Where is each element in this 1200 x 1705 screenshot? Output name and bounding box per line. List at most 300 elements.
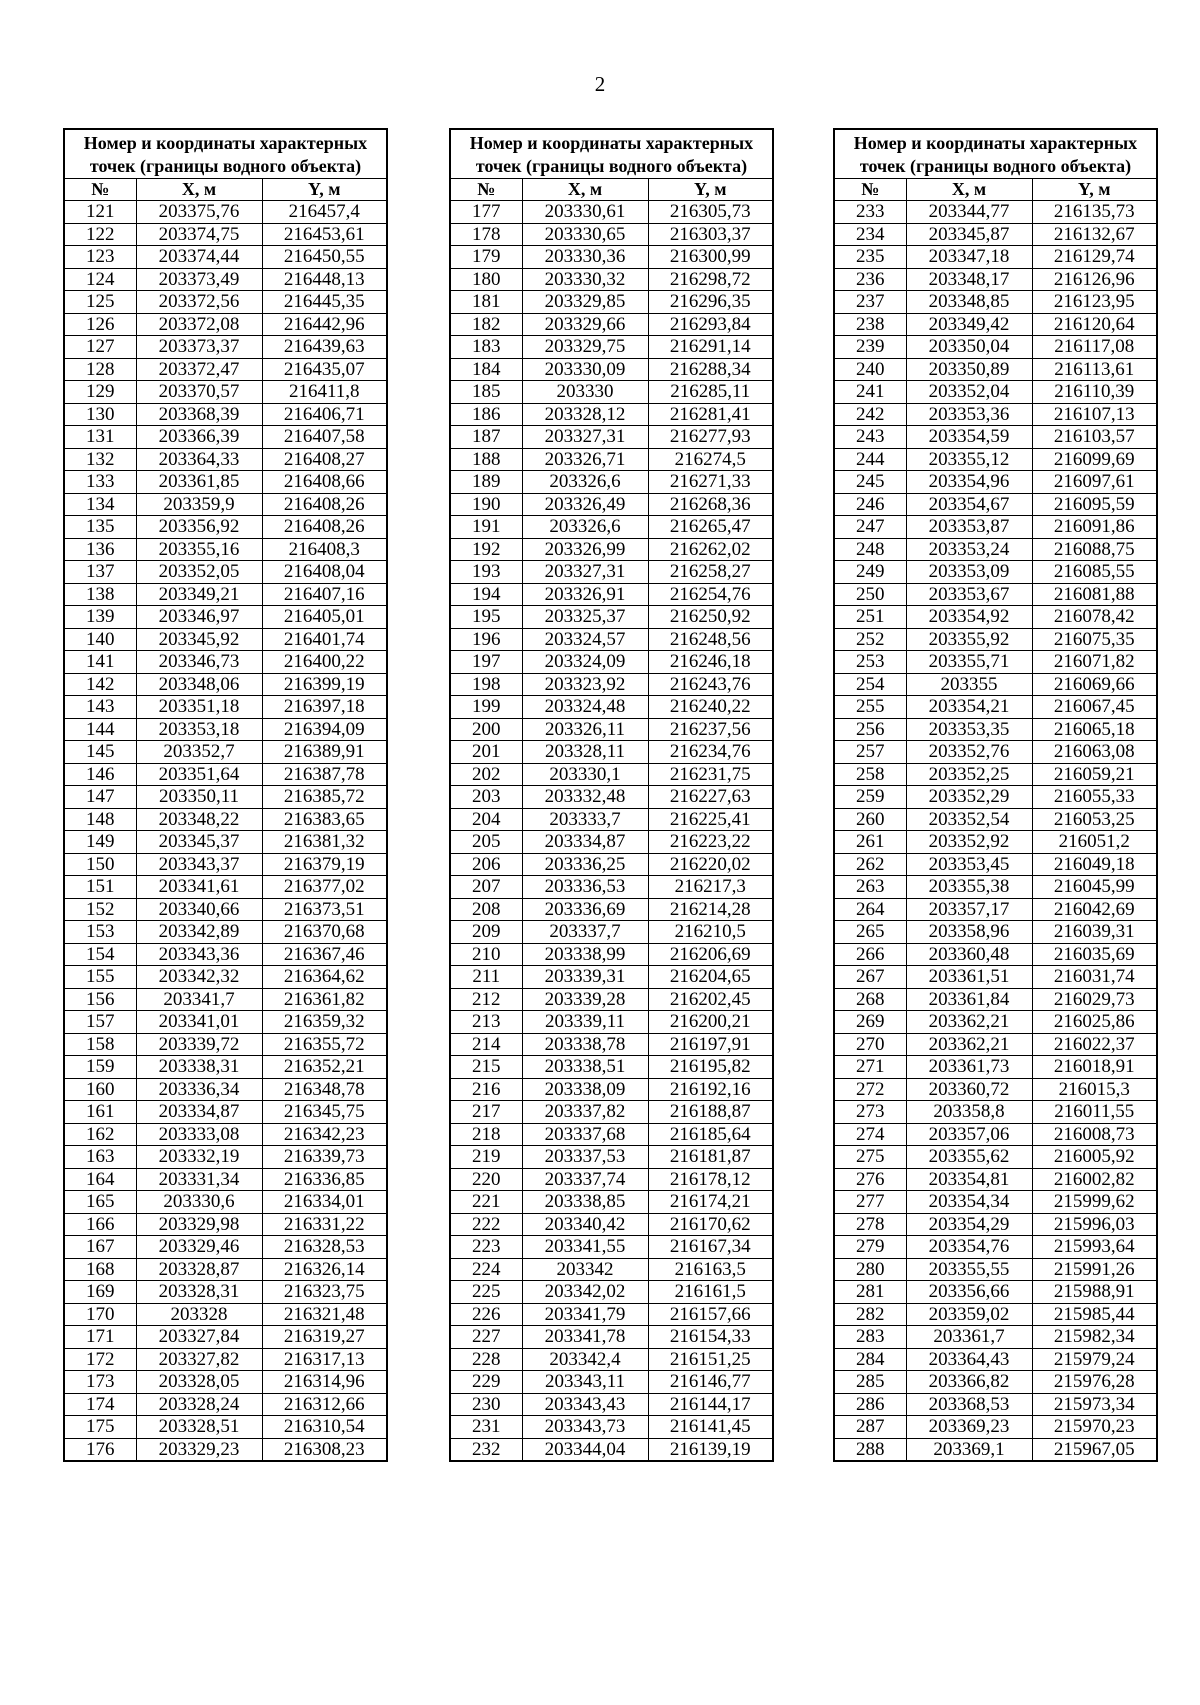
point-number: 275 — [834, 1146, 906, 1169]
y-coordinate: 216268,36 — [648, 493, 773, 516]
y-coordinate: 215970,23 — [1032, 1416, 1157, 1439]
table-row — [450, 583, 773, 606]
point-number: 129 — [64, 381, 136, 404]
x-coordinate: 203359,9 — [136, 493, 262, 516]
x-coordinate: 203368,53 — [906, 1393, 1032, 1416]
x-coordinate: 203360,48 — [906, 943, 1032, 966]
point-number: 185 — [450, 381, 522, 404]
x-coordinate: 203355,12 — [906, 448, 1032, 471]
table-row — [64, 1438, 387, 1461]
x-coordinate: 203362,21 — [906, 1011, 1032, 1034]
y-coordinate: 216381,32 — [262, 831, 387, 854]
y-coordinate: 216223,22 — [648, 831, 773, 854]
point-number: 174 — [64, 1393, 136, 1416]
y-coordinate: 215979,24 — [1032, 1348, 1157, 1371]
table-row — [834, 493, 1157, 516]
table-row — [64, 471, 387, 494]
x-coordinate: 203372,08 — [136, 313, 262, 336]
point-number: 133 — [64, 471, 136, 494]
y-coordinate: 216097,61 — [1032, 471, 1157, 494]
point-number: 238 — [834, 313, 906, 336]
point-number: 178 — [450, 223, 522, 246]
table-row — [450, 358, 773, 381]
y-coordinate: 216383,65 — [262, 808, 387, 831]
x-coordinate: 203355,92 — [906, 628, 1032, 651]
point-number: 201 — [450, 741, 522, 764]
y-coordinate: 216065,18 — [1032, 718, 1157, 741]
x-coordinate: 203328,24 — [136, 1393, 262, 1416]
point-number: 156 — [64, 988, 136, 1011]
x-coordinate: 203338,31 — [136, 1056, 262, 1079]
coordinates-table-2 — [449, 128, 774, 1462]
x-coordinate: 203338,99 — [522, 943, 648, 966]
point-number: 132 — [64, 448, 136, 471]
point-number: 214 — [450, 1033, 522, 1056]
x-coordinate: 203342 — [522, 1258, 648, 1281]
y-coordinate: 216265,47 — [648, 516, 773, 539]
y-coordinate: 216243,76 — [648, 673, 773, 696]
point-number: 151 — [64, 876, 136, 899]
y-coordinate: 216379,19 — [262, 853, 387, 876]
point-number: 202 — [450, 763, 522, 786]
table-row — [450, 538, 773, 561]
y-coordinate: 216167,34 — [648, 1236, 773, 1259]
point-number: 167 — [64, 1236, 136, 1259]
y-coordinate: 216408,27 — [262, 448, 387, 471]
x-coordinate: 203341,79 — [522, 1303, 648, 1326]
table-row — [450, 336, 773, 359]
x-coordinate: 203326,6 — [522, 471, 648, 494]
column-header-y: Y, м — [1032, 179, 1157, 201]
point-number: 258 — [834, 763, 906, 786]
point-number: 229 — [450, 1371, 522, 1394]
y-coordinate: 216334,01 — [262, 1191, 387, 1214]
x-coordinate: 203339,28 — [522, 988, 648, 1011]
x-coordinate: 203353,35 — [906, 718, 1032, 741]
x-coordinate: 203327,84 — [136, 1326, 262, 1349]
table-row — [834, 1326, 1157, 1349]
table-row — [450, 1303, 773, 1326]
coordinates-table-3 — [833, 128, 1158, 1462]
table-row — [64, 381, 387, 404]
y-coordinate: 216214,28 — [648, 898, 773, 921]
point-number: 123 — [64, 246, 136, 269]
x-coordinate: 203326,49 — [522, 493, 648, 516]
table-row — [450, 1213, 773, 1236]
table-row — [64, 673, 387, 696]
table-row — [450, 1258, 773, 1281]
x-coordinate: 203353,09 — [906, 561, 1032, 584]
y-coordinate: 216400,22 — [262, 651, 387, 674]
x-coordinate: 203353,36 — [906, 403, 1032, 426]
table-row — [450, 493, 773, 516]
table-row — [450, 988, 773, 1011]
y-coordinate: 216401,74 — [262, 628, 387, 651]
x-coordinate: 203336,69 — [522, 898, 648, 921]
y-coordinate: 216303,37 — [648, 223, 773, 246]
x-coordinate: 203330,6 — [136, 1191, 262, 1214]
point-number: 274 — [834, 1123, 906, 1146]
table-row — [64, 741, 387, 764]
y-coordinate: 216345,75 — [262, 1101, 387, 1124]
x-coordinate: 203348,06 — [136, 673, 262, 696]
x-coordinate: 203343,36 — [136, 943, 262, 966]
point-number: 130 — [64, 403, 136, 426]
y-coordinate: 216081,88 — [1032, 583, 1157, 606]
point-number: 176 — [64, 1438, 136, 1461]
y-coordinate: 216192,16 — [648, 1078, 773, 1101]
y-coordinate: 216387,78 — [262, 763, 387, 786]
x-coordinate: 203355 — [906, 673, 1032, 696]
table-row — [64, 516, 387, 539]
x-coordinate: 203326,91 — [522, 583, 648, 606]
x-coordinate: 203328,87 — [136, 1258, 262, 1281]
y-coordinate: 216181,87 — [648, 1146, 773, 1169]
x-coordinate: 203324,48 — [522, 696, 648, 719]
x-coordinate: 203354,29 — [906, 1213, 1032, 1236]
table-row — [64, 1393, 387, 1416]
table-row — [450, 808, 773, 831]
y-coordinate: 216248,56 — [648, 628, 773, 651]
table-row — [834, 673, 1157, 696]
point-number: 260 — [834, 808, 906, 831]
coordinates-table-1 — [63, 128, 388, 1462]
point-number: 122 — [64, 223, 136, 246]
table-row — [64, 1101, 387, 1124]
point-number: 237 — [834, 291, 906, 314]
point-number: 173 — [64, 1371, 136, 1394]
y-coordinate: 216445,35 — [262, 291, 387, 314]
x-coordinate: 203370,57 — [136, 381, 262, 404]
point-number: 249 — [834, 561, 906, 584]
x-coordinate: 203352,54 — [906, 808, 1032, 831]
x-coordinate: 203340,42 — [522, 1213, 648, 1236]
y-coordinate: 215967,05 — [1032, 1438, 1157, 1461]
point-number: 209 — [450, 921, 522, 944]
point-number: 264 — [834, 898, 906, 921]
table-row — [64, 876, 387, 899]
x-coordinate: 203349,42 — [906, 313, 1032, 336]
x-coordinate: 203327,31 — [522, 426, 648, 449]
y-coordinate: 216078,42 — [1032, 606, 1157, 629]
point-number: 147 — [64, 786, 136, 809]
y-coordinate: 216051,2 — [1032, 831, 1157, 854]
x-coordinate: 203352,92 — [906, 831, 1032, 854]
x-coordinate: 203353,67 — [906, 583, 1032, 606]
table-row — [834, 1303, 1157, 1326]
table-row — [450, 966, 773, 989]
point-number: 286 — [834, 1393, 906, 1416]
point-number: 161 — [64, 1101, 136, 1124]
x-coordinate: 203343,11 — [522, 1371, 648, 1394]
x-coordinate: 203338,78 — [522, 1033, 648, 1056]
x-coordinate: 203330 — [522, 381, 648, 404]
table-row — [64, 1078, 387, 1101]
point-number: 207 — [450, 876, 522, 899]
table-row — [450, 246, 773, 269]
y-coordinate: 216399,19 — [262, 673, 387, 696]
point-number: 166 — [64, 1213, 136, 1236]
point-number: 171 — [64, 1326, 136, 1349]
point-number: 257 — [834, 741, 906, 764]
y-coordinate: 216317,13 — [262, 1348, 387, 1371]
y-coordinate: 216406,71 — [262, 403, 387, 426]
point-number: 179 — [450, 246, 522, 269]
x-coordinate: 203354,76 — [906, 1236, 1032, 1259]
x-coordinate: 203356,92 — [136, 516, 262, 539]
table-row — [834, 1101, 1157, 1124]
point-number: 197 — [450, 651, 522, 674]
table-row — [450, 1348, 773, 1371]
table-row — [64, 718, 387, 741]
table-row — [450, 201, 773, 224]
table-row — [64, 1123, 387, 1146]
x-coordinate: 203372,47 — [136, 358, 262, 381]
point-number: 271 — [834, 1056, 906, 1079]
table-row — [834, 1123, 1157, 1146]
table-row — [64, 246, 387, 269]
point-number: 192 — [450, 538, 522, 561]
x-coordinate: 203361,73 — [906, 1056, 1032, 1079]
x-coordinate: 203337,82 — [522, 1101, 648, 1124]
y-coordinate: 216240,22 — [648, 696, 773, 719]
point-number: 223 — [450, 1236, 522, 1259]
x-coordinate: 203369,1 — [906, 1438, 1032, 1461]
point-number: 283 — [834, 1326, 906, 1349]
point-number: 276 — [834, 1168, 906, 1191]
x-coordinate: 203353,24 — [906, 538, 1032, 561]
x-coordinate: 203357,17 — [906, 898, 1032, 921]
x-coordinate: 203330,09 — [522, 358, 648, 381]
x-coordinate: 203355,62 — [906, 1146, 1032, 1169]
y-coordinate: 216385,72 — [262, 786, 387, 809]
x-coordinate: 203326,6 — [522, 516, 648, 539]
x-coordinate: 203336,53 — [522, 876, 648, 899]
x-coordinate: 203341,01 — [136, 1011, 262, 1034]
x-coordinate: 203352,05 — [136, 561, 262, 584]
x-coordinate: 203333,7 — [522, 808, 648, 831]
x-coordinate: 203328,11 — [522, 741, 648, 764]
table-row — [64, 988, 387, 1011]
point-number: 200 — [450, 718, 522, 741]
table-row — [64, 898, 387, 921]
y-coordinate: 216411,8 — [262, 381, 387, 404]
x-coordinate: 203341,7 — [136, 988, 262, 1011]
y-coordinate: 216258,27 — [648, 561, 773, 584]
table-row — [834, 1213, 1157, 1236]
x-coordinate: 203330,1 — [522, 763, 648, 786]
y-coordinate: 216161,5 — [648, 1281, 773, 1304]
y-coordinate: 216373,51 — [262, 898, 387, 921]
table-row — [450, 651, 773, 674]
y-coordinate: 216308,23 — [262, 1438, 387, 1461]
y-coordinate: 216250,92 — [648, 606, 773, 629]
x-coordinate: 203326,99 — [522, 538, 648, 561]
x-coordinate: 203341,61 — [136, 876, 262, 899]
x-coordinate: 203343,73 — [522, 1416, 648, 1439]
point-number: 248 — [834, 538, 906, 561]
table-row — [450, 381, 773, 404]
table-row — [834, 201, 1157, 224]
x-coordinate: 203360,72 — [906, 1078, 1032, 1101]
y-coordinate: 216312,66 — [262, 1393, 387, 1416]
table-row — [450, 1123, 773, 1146]
table-row — [834, 1236, 1157, 1259]
x-coordinate: 203361,7 — [906, 1326, 1032, 1349]
point-number: 150 — [64, 853, 136, 876]
point-number: 121 — [64, 201, 136, 224]
y-coordinate: 216059,21 — [1032, 763, 1157, 786]
point-number: 217 — [450, 1101, 522, 1124]
table-row — [834, 1078, 1157, 1101]
point-number: 170 — [64, 1303, 136, 1326]
x-coordinate: 203329,46 — [136, 1236, 262, 1259]
y-coordinate: 216063,08 — [1032, 741, 1157, 764]
point-number: 124 — [64, 268, 136, 291]
x-coordinate: 203342,32 — [136, 966, 262, 989]
x-coordinate: 203375,76 — [136, 201, 262, 224]
x-coordinate: 203347,18 — [906, 246, 1032, 269]
y-coordinate: 216188,87 — [648, 1101, 773, 1124]
x-coordinate: 203343,43 — [522, 1393, 648, 1416]
point-number: 144 — [64, 718, 136, 741]
point-number: 195 — [450, 606, 522, 629]
y-coordinate: 216407,16 — [262, 583, 387, 606]
y-coordinate: 216154,33 — [648, 1326, 773, 1349]
x-coordinate: 203361,51 — [906, 966, 1032, 989]
y-coordinate: 216339,73 — [262, 1146, 387, 1169]
y-coordinate: 216300,99 — [648, 246, 773, 269]
point-number: 152 — [64, 898, 136, 921]
y-coordinate: 216117,08 — [1032, 336, 1157, 359]
table-row — [834, 1168, 1157, 1191]
x-coordinate: 203353,87 — [906, 516, 1032, 539]
x-coordinate: 203354,21 — [906, 696, 1032, 719]
x-coordinate: 203358,96 — [906, 921, 1032, 944]
y-coordinate: 216053,25 — [1032, 808, 1157, 831]
y-coordinate: 216262,02 — [648, 538, 773, 561]
table-row — [450, 628, 773, 651]
x-coordinate: 203355,38 — [906, 876, 1032, 899]
y-coordinate: 216217,3 — [648, 876, 773, 899]
x-coordinate: 203345,92 — [136, 628, 262, 651]
y-coordinate: 215973,34 — [1032, 1393, 1157, 1416]
point-number: 218 — [450, 1123, 522, 1146]
y-coordinate: 216008,73 — [1032, 1123, 1157, 1146]
point-number: 222 — [450, 1213, 522, 1236]
point-number: 131 — [64, 426, 136, 449]
table-row — [834, 1011, 1157, 1034]
x-coordinate: 203332,19 — [136, 1146, 262, 1169]
y-coordinate: 216174,21 — [648, 1191, 773, 1214]
point-number: 159 — [64, 1056, 136, 1079]
x-coordinate: 203344,04 — [522, 1438, 648, 1461]
y-coordinate: 216095,59 — [1032, 493, 1157, 516]
y-coordinate: 216107,13 — [1032, 403, 1157, 426]
x-coordinate: 203364,33 — [136, 448, 262, 471]
x-coordinate: 203331,34 — [136, 1168, 262, 1191]
column-header-number: № — [450, 179, 522, 201]
y-coordinate: 216025,86 — [1032, 1011, 1157, 1034]
y-coordinate: 216408,26 — [262, 493, 387, 516]
table-row — [64, 1371, 387, 1394]
point-number: 182 — [450, 313, 522, 336]
table-row — [834, 1258, 1157, 1281]
point-number: 139 — [64, 606, 136, 629]
y-coordinate: 216407,58 — [262, 426, 387, 449]
table-row — [450, 268, 773, 291]
x-coordinate: 203358,8 — [906, 1101, 1032, 1124]
y-coordinate: 216185,64 — [648, 1123, 773, 1146]
table-row — [834, 223, 1157, 246]
table-row — [834, 943, 1157, 966]
x-coordinate: 203366,82 — [906, 1371, 1032, 1394]
x-coordinate: 203361,84 — [906, 988, 1032, 1011]
point-number: 158 — [64, 1033, 136, 1056]
x-coordinate: 203374,75 — [136, 223, 262, 246]
column-header-x: X, м — [522, 179, 648, 201]
x-coordinate: 203368,39 — [136, 403, 262, 426]
y-coordinate: 216163,5 — [648, 1258, 773, 1281]
point-number: 177 — [450, 201, 522, 224]
table-row — [450, 1033, 773, 1056]
point-number: 154 — [64, 943, 136, 966]
table-row — [834, 358, 1157, 381]
point-number: 168 — [64, 1258, 136, 1281]
table-row — [64, 1213, 387, 1236]
y-coordinate: 216015,3 — [1032, 1078, 1157, 1101]
x-coordinate: 203337,68 — [522, 1123, 648, 1146]
table-row — [450, 448, 773, 471]
point-number: 250 — [834, 583, 906, 606]
column-header-y: Y, м — [262, 179, 387, 201]
table-row — [834, 291, 1157, 314]
table-row — [64, 921, 387, 944]
y-coordinate: 216296,35 — [648, 291, 773, 314]
x-coordinate: 203352,76 — [906, 741, 1032, 764]
table-row — [834, 606, 1157, 629]
y-coordinate: 216298,72 — [648, 268, 773, 291]
table-row — [450, 921, 773, 944]
point-number: 281 — [834, 1281, 906, 1304]
x-coordinate: 203339,11 — [522, 1011, 648, 1034]
point-number: 187 — [450, 426, 522, 449]
point-number: 157 — [64, 1011, 136, 1034]
y-coordinate: 216031,74 — [1032, 966, 1157, 989]
y-coordinate: 215999,62 — [1032, 1191, 1157, 1214]
x-coordinate: 203352,29 — [906, 786, 1032, 809]
x-coordinate: 203350,11 — [136, 786, 262, 809]
point-number: 146 — [64, 763, 136, 786]
table-row — [64, 1281, 387, 1304]
table-row — [450, 1101, 773, 1124]
table-row — [450, 696, 773, 719]
point-number: 186 — [450, 403, 522, 426]
point-number: 233 — [834, 201, 906, 224]
table-row — [64, 1348, 387, 1371]
y-coordinate: 216237,56 — [648, 718, 773, 741]
table-row — [834, 1348, 1157, 1371]
y-coordinate: 216288,34 — [648, 358, 773, 381]
table-row — [834, 988, 1157, 1011]
table-row — [64, 1168, 387, 1191]
y-coordinate: 216045,99 — [1032, 876, 1157, 899]
table-row — [450, 1438, 773, 1461]
x-coordinate: 203372,56 — [136, 291, 262, 314]
point-number: 142 — [64, 673, 136, 696]
x-coordinate: 203329,85 — [522, 291, 648, 314]
table-row — [64, 313, 387, 336]
